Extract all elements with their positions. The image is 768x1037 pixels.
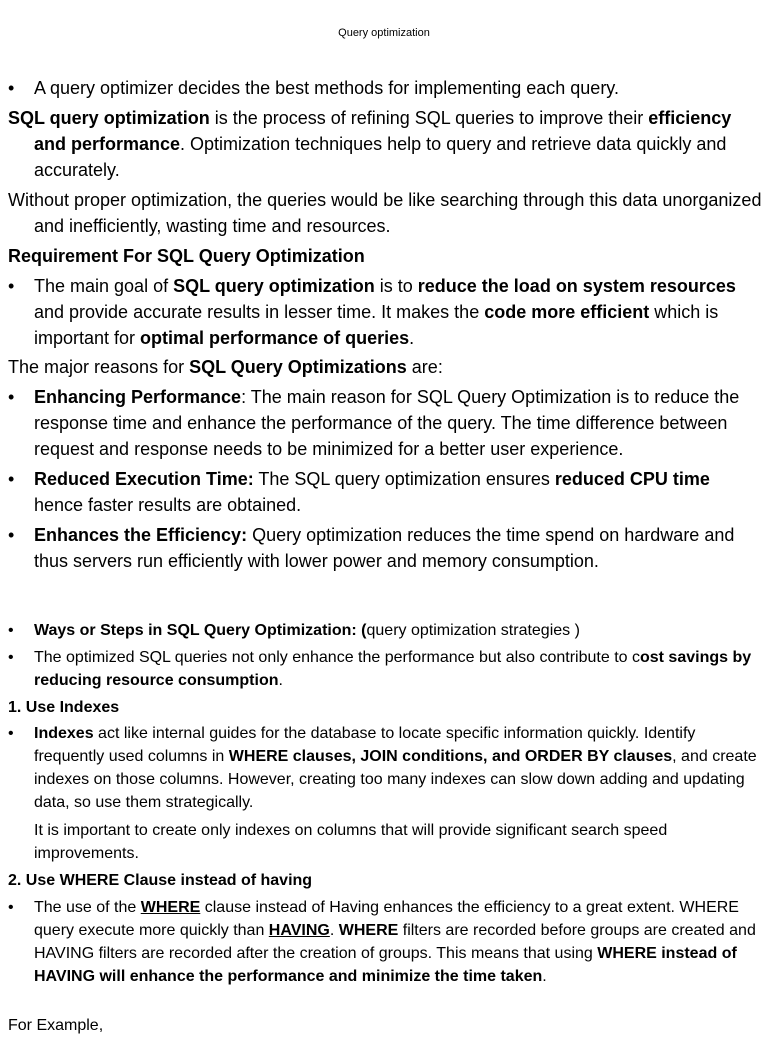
- bullet-text: , and create indexes on those columns. However, creating too many indexes can slow down adding and updating data, so use them strategically.: [34, 748, 757, 811]
- bold-text: Reduced Execution Time:: [34, 469, 254, 489]
- bold-text: SQL query optimization: [173, 276, 375, 296]
- term-sql-query-optimization: SQL query optimization: [8, 108, 210, 128]
- bullet-text: clause instead of Having enhances the efficiency to a great extent. WHERE query execute more quickly than: [34, 899, 739, 939]
- paragraph-for-example: [0, 1014, 768, 1037]
- bullet-text: Query optimization reduces the time spend on hardware and thus servers run efficiently with lower power and memory consumption.: [34, 525, 735, 571]
- bullet-text: filters are recorded before groups are created and HAVING filters are recorded after the creation of groups. This means that using: [34, 922, 756, 962]
- underlined-keyword: WHERE: [140, 899, 201, 916]
- bullet-enhancing-performance: [0, 384, 768, 462]
- paragraph-text: It is important to create only indexes on columns that will provide significant search speed improvements.: [34, 822, 668, 862]
- bullet-ways-steps: [0, 619, 768, 642]
- paragraph-without-optimization: [0, 187, 768, 239]
- bold-text: ost savings by reducing resource consumption: [34, 649, 752, 689]
- bullet-text: and provide accurate results in lesser time. It makes the: [34, 302, 485, 322]
- bullet-text: which is important for: [34, 302, 719, 348]
- bullet-text: The optimized SQL queries not only enhance the performance but also contribute to c: [34, 649, 640, 666]
- bullet-dot: •: [8, 469, 15, 489]
- bold-text: reduce the load on system resources: [417, 276, 736, 296]
- bold-text: Enhancing Performance: [34, 387, 242, 407]
- page-title: Query optimization: [338, 27, 430, 39]
- bullet-text: A query optimizer decides the best methods for implementing each query.: [34, 78, 619, 98]
- bullet-dot: •: [8, 899, 14, 916]
- bold-text: Indexes: [34, 725, 94, 742]
- bold-text: WHERE instead of HAVING will enhance the performance and minimize the time taken: [34, 945, 737, 985]
- bullet-dot: •: [8, 78, 15, 98]
- bold-text: SQL Query Optimizations: [189, 357, 407, 377]
- bullet-dot: •: [8, 622, 14, 639]
- bullet-indexes: [0, 722, 768, 814]
- bullet-text: hence faster results are obtained.: [34, 495, 302, 515]
- heading-requirement: Requirement For SQL Query Optimization: [8, 246, 365, 266]
- bullet-dot: •: [8, 276, 15, 296]
- bold-text: WHERE clauses, JOIN conditions, and ORDER BY clauses: [228, 748, 673, 765]
- paragraph-text: Without proper optimization, the queries would be like searching through this data unorganized and inefficiently, wasting time and resources.: [8, 190, 762, 236]
- bullet-text: The SQL query optimization ensures: [253, 469, 555, 489]
- bullet-text: act like internal guides for the database to locate specific information quickly. Identify frequently used columns in: [34, 725, 696, 765]
- bullet-text: .: [329, 922, 339, 939]
- bullet-cost-savings: [0, 646, 768, 692]
- bold-text: code more efficient: [484, 302, 650, 322]
- paragraph-index-note: [0, 819, 768, 865]
- bullet-text: .: [409, 328, 415, 348]
- bold-text: Enhances the Efficiency:: [34, 525, 248, 545]
- paragraph-text: For Example,: [8, 1017, 104, 1034]
- bold-text: Ways or Steps in SQL Query Optimization: (: [34, 622, 367, 639]
- bullet-dot: •: [8, 725, 14, 742]
- bullet-text: is to: [374, 276, 418, 296]
- paragraph-text: is the process of refining SQL queries to improve their: [209, 108, 649, 128]
- bullet-text: .: [278, 672, 283, 689]
- bullet-main-goal: [0, 273, 768, 351]
- bullet-text: : The main reason for SQL Query Optimization is to reduce the response time and enhance the performance of the query. The time difference between request and response needs to be minimized for a better user experience.: [34, 387, 740, 459]
- bullet-dot: •: [8, 649, 14, 666]
- bullet-dot: •: [8, 387, 15, 407]
- paragraph-major-reasons: [0, 354, 768, 380]
- bullet-query-optimizer: [0, 75, 768, 101]
- paragraph-text: . Optimization techniques help to query and retrieve data quickly and accurately.: [34, 134, 727, 180]
- bullet-text: .: [542, 968, 547, 985]
- term-efficiency-performance: efficiency and performance: [34, 108, 732, 154]
- paragraph-text: The major reasons for: [8, 357, 190, 377]
- bullet-text: The main goal of: [34, 276, 174, 296]
- bullet-text: query optimization strategies ): [366, 622, 580, 639]
- paragraph-text: are:: [406, 357, 443, 377]
- bold-text: WHERE: [338, 922, 399, 939]
- bullet-where-vs-having: [0, 896, 768, 988]
- bold-text: optimal performance of queries: [140, 328, 410, 348]
- paragraph-definition: [0, 105, 768, 183]
- bold-text: reduced CPU time: [554, 469, 710, 489]
- heading-use-indexes: 1. Use Indexes: [8, 699, 120, 716]
- bullet-enhances-efficiency: [0, 522, 768, 574]
- underlined-keyword: HAVING: [268, 922, 330, 939]
- bullet-dot: •: [8, 525, 15, 545]
- bullet-text: The use of the: [34, 899, 141, 916]
- bullet-reduced-execution-time: [0, 466, 768, 518]
- heading-use-where: 2. Use WHERE Clause instead of having: [8, 872, 313, 889]
